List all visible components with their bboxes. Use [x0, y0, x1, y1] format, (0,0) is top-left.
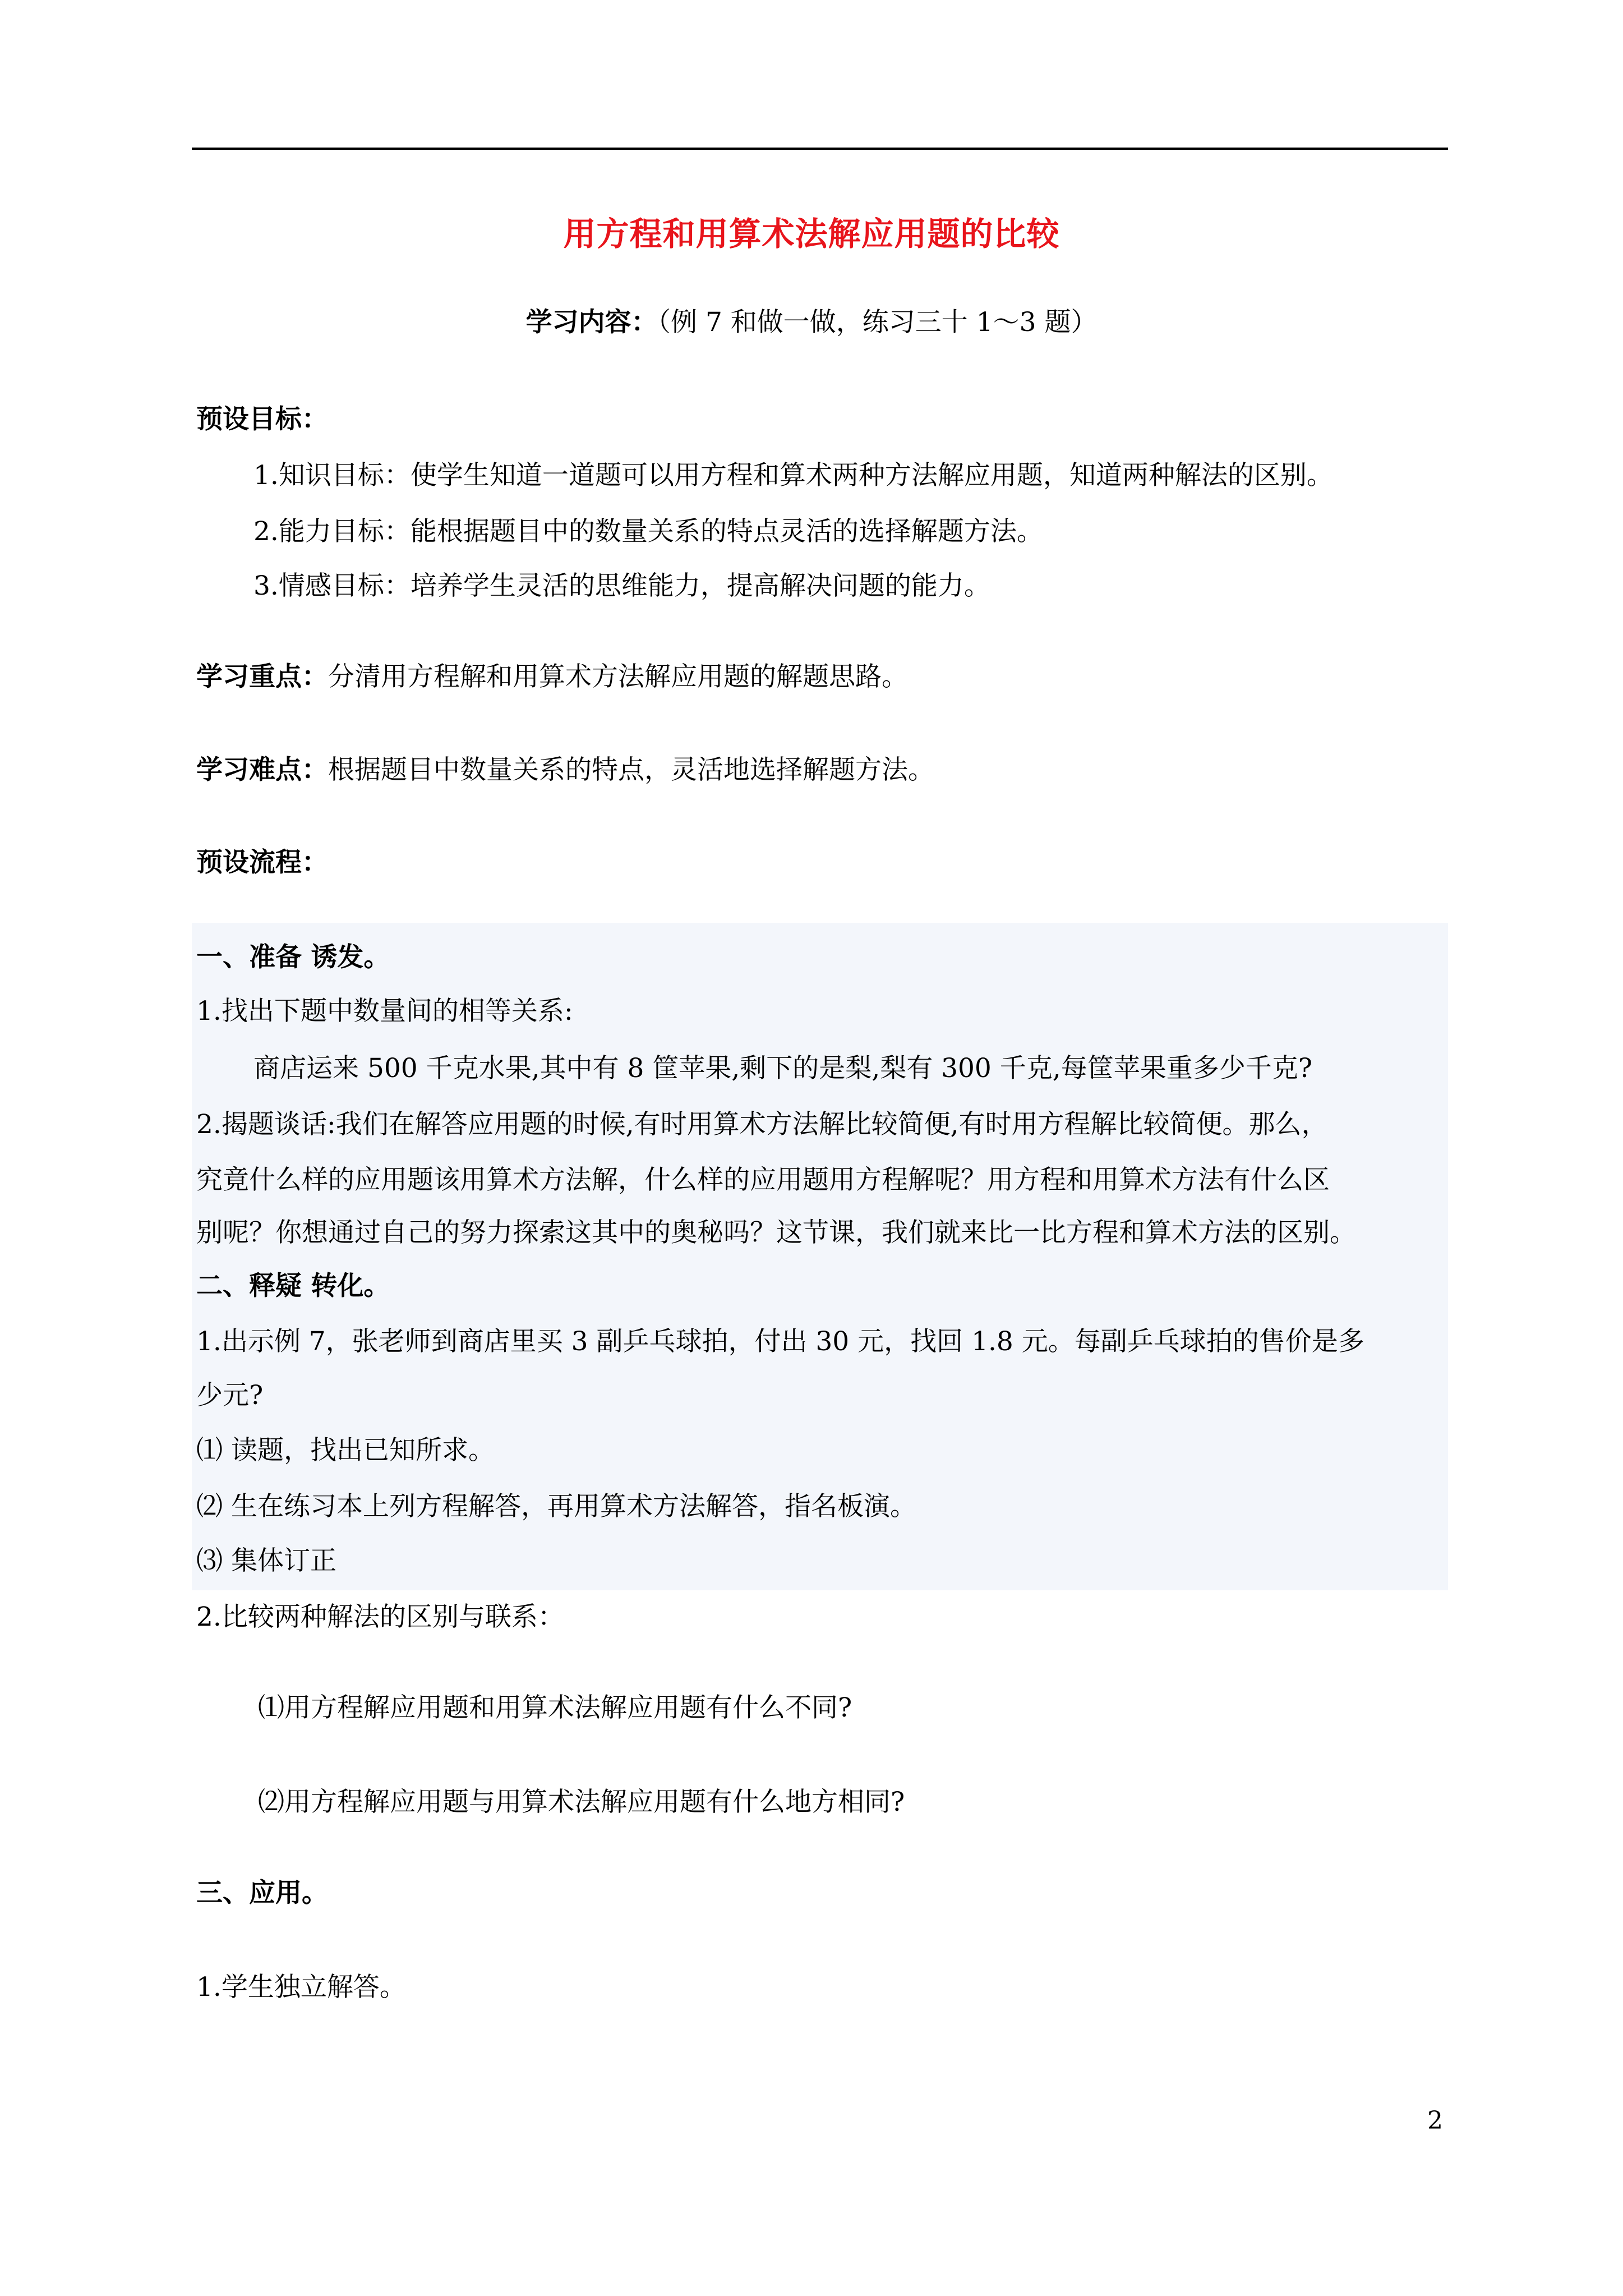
section2-line: ⑴ 读题，找出已知所求。	[196, 1435, 495, 1466]
process-heading: 预设流程：	[196, 847, 328, 878]
section2-line: ⑴用方程解应用题和用算术法解应用题有什么不同?	[258, 1692, 852, 1723]
page-number: 2	[1427, 2106, 1443, 2135]
study-content-line	[0, 306, 1623, 339]
goal-item: 2.能力目标：能根据题目中的数量关系的特点灵活的选择解题方法。	[253, 516, 1043, 547]
key-point-text: 分清用方程解和用算术方法解应用题的解题思路。	[328, 661, 908, 692]
section2-line: ⑵ 生在练习本上列方程解答，再用算术方法解答，指名板演。	[196, 1491, 916, 1522]
study-content-text: （例 7 和做一做，练习三十 1～3 题）	[657, 307, 1098, 338]
section2-line: ⑵用方程解应用题与用算术法解应用题有什么地方相同?	[258, 1787, 905, 1818]
section1-heading: 一、准备 诱发。	[196, 942, 390, 973]
section1-line: 商店运来 500 千克水果,其中有 8 筐苹果,剩下的是梨,梨有 300 千克,每筐苹果重多少千克?	[253, 1053, 1312, 1084]
section1-line: 2.揭题谈话:我们在解答应用题的时候,有时用算术方法解比较简便,有时用方程解比较简便。那么，	[196, 1109, 1328, 1140]
header-rule	[192, 148, 1448, 150]
section2-line: 少元?	[196, 1380, 264, 1411]
section2-line: ⑶ 集体订正	[196, 1545, 336, 1576]
document-title: 用方程和用算术法解应用题的比较	[563, 215, 1060, 253]
section2-line: 1.出示例 7，张老师到商店里买 3 副乒乓球拍，付出 30 元，找回 1.8 元。每副乒乓球拍的售价是多	[196, 1326, 1364, 1357]
study-content-label: 学习内容：	[525, 307, 658, 338]
section1-line: 别呢？你想通过自己的努力探索这其中的奥秘吗？这节课，我们就来比一比方程和算术方法的区别。	[196, 1217, 1356, 1248]
section2-heading: 二、释疑 转化。	[196, 1271, 390, 1301]
goal-item: 3.情感目标：培养学生灵活的思维能力，提高解决问题的能力。	[253, 570, 990, 601]
difficulty-label: 学习难点：	[196, 754, 328, 785]
difficulty-text: 根据题目中数量关系的特点，灵活地选择解题方法。	[328, 754, 934, 785]
section3-line: 1.学生独立解答。	[196, 1972, 406, 2003]
section1-line: 究竟什么样的应用题该用算术方法解，什么样的应用题用方程解呢？用方程和用算术方法有什么区	[196, 1165, 1330, 1195]
key-point-label: 学习重点：	[196, 661, 328, 692]
section3-heading: 三、应用。	[196, 1878, 328, 1908]
goal-item: 1.知识目标：使学生知道一道题可以用方程和算术两种方法解应用题，知道两种解法的区别。	[253, 460, 1333, 491]
difficulty-line	[196, 753, 934, 787]
section2-line: 2.比较两种解法的区别与联系：	[196, 1602, 564, 1632]
key-point-line	[196, 660, 908, 694]
section1-line: 1.找出下题中数量间的相等关系:	[196, 996, 573, 1027]
goals-heading: 预设目标：	[196, 404, 328, 435]
